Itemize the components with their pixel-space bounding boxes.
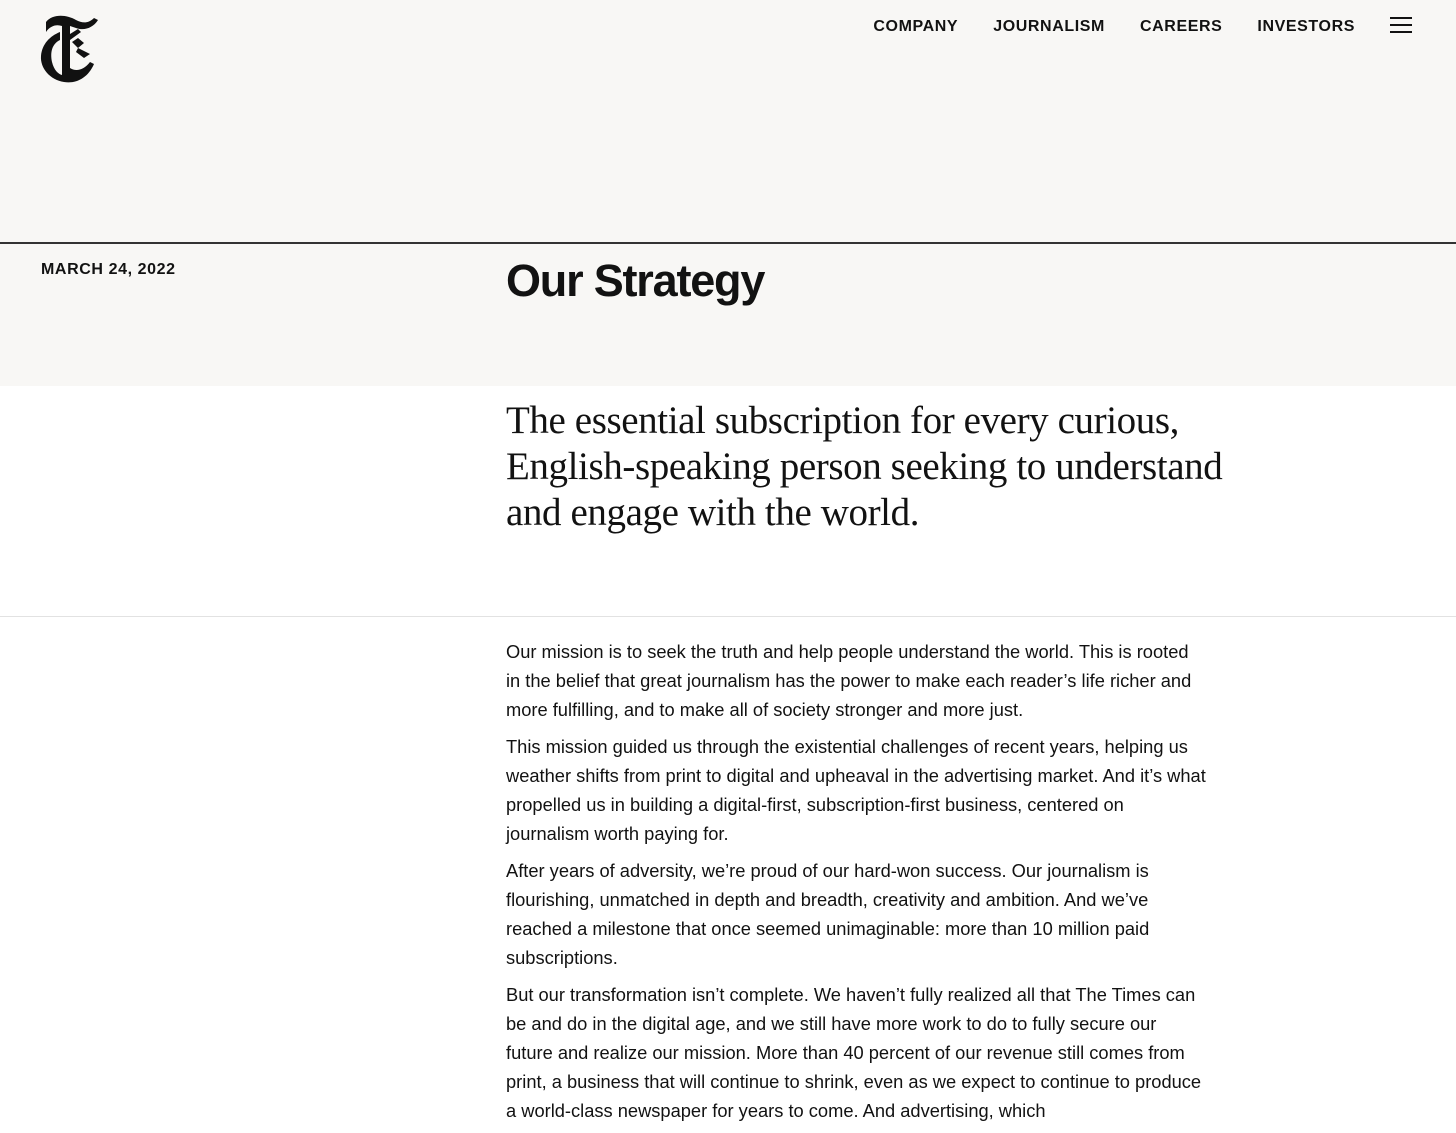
nav-journalism[interactable]: JOURNALISM — [993, 18, 1105, 35]
paragraph: But our transformation isn’t complete. We haven’t fully realized all that The Times can be and do in the digital age, and we still have more work to do to fully secure our future and realize our mission. More than 40 percent of our revenue still comes from print, a business that will continue to shrink, even as we expect to continue to produce a world-class newspaper for years to come. And advertising, which — [506, 984, 1202, 1121]
paragraph: Our mission is to seek the truth and help people understand the world. This is rooted in the belief that great journalism has the power to make each reader’s life richer and more fulfilling, and to make all of society stronger and more just. — [506, 641, 1192, 720]
article-date: MARCH 24, 2022 — [41, 261, 176, 278]
paragraph: After years of adversity, we’re proud of our hard-won success. Our journalism is flourishing, unmatched in depth and breadth, creativity and ambition. And we’ve reached a milestone that once seemed unimaginable: more than 10 million paid subscriptions. — [506, 860, 1150, 968]
article-dek: The essential subscription for every curious, English-speaking person seeking to understand and engage with the world. — [506, 399, 1223, 534]
content-divider — [0, 616, 1456, 617]
hamburger-menu-icon[interactable] — [1390, 17, 1412, 35]
hero-section — [0, 0, 1456, 386]
page-title: Our Strategy — [506, 255, 765, 306]
t-logo-icon[interactable] — [38, 12, 104, 92]
nav-careers[interactable]: CAREERS — [1139, 18, 1223, 35]
nav-investors[interactable]: INVESTORS — [1257, 18, 1355, 35]
nav-company[interactable]: COMPANY — [873, 18, 959, 35]
section-divider — [0, 242, 1456, 244]
paragraph: This mission guided us through the existential challenges of recent years, helping us weather shifts from print to digital and upheaval in the advertising market. And it’s what propelled us in building a digital-first, subscription-first business, centered on journalism worth paying for. — [506, 736, 1206, 844]
main-nav — [873, 16, 1355, 38]
article-body — [506, 637, 1206, 1133]
